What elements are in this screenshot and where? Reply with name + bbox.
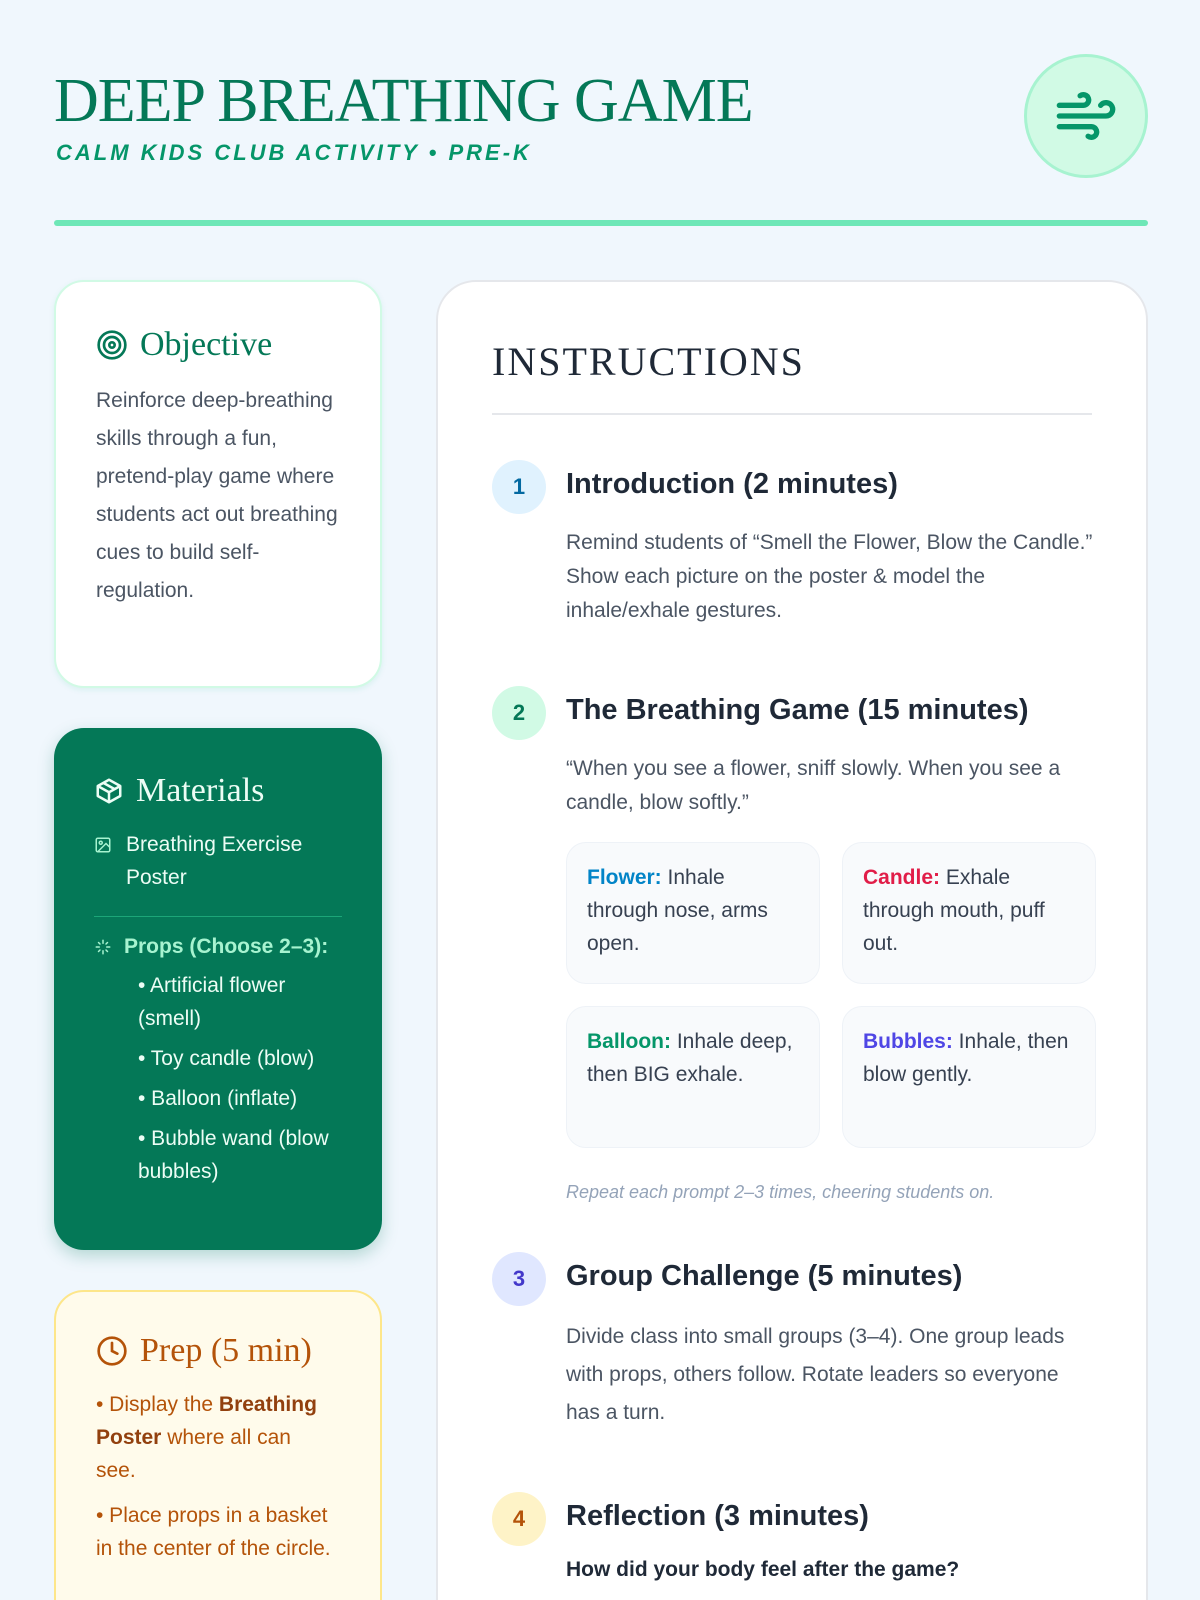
step-body: “When you see a flower, sniff slowly. When you see a candle, blow softly.” (566, 757, 1061, 814)
list-item: • Bubble wand (blow bubbles) (138, 1127, 329, 1183)
step-body: Divide class into small groups (3–4). One group leads with props, others follow. Rotate leaders so everyone has a turn. (566, 1325, 1065, 1424)
prep-item-1-text: • Display the (96, 1393, 219, 1416)
page-subtitle: CALM KIDS CLUB ACTIVITY • PRE-K (56, 140, 532, 165)
materials-divider (94, 916, 342, 917)
sparkles-icon (94, 938, 112, 956)
prep-item-1 (96, 1388, 336, 1487)
props-list (138, 969, 342, 1188)
cue-card-balloon (566, 1006, 820, 1148)
cue-text: Inhale deep, then BIG exhale. (587, 1030, 793, 1086)
cue-card-flower (566, 842, 820, 984)
cue-text: Inhale through nose, arms open. (587, 866, 768, 955)
cue-label: Candle: (863, 866, 941, 889)
step-number: 4 (492, 1492, 546, 1546)
cue-card-bubbles (842, 1006, 1096, 1148)
prep-item-1-bold: Breathing Poster (96, 1393, 317, 1449)
step-3 (492, 1252, 1096, 1452)
step-number: 1 (492, 460, 546, 514)
cue-text: Inhale, then blow gently. (863, 1030, 1069, 1086)
step-1 (492, 460, 1096, 640)
step-4 (492, 1492, 1096, 1600)
image-icon (94, 836, 112, 854)
step-number: 3 (492, 1252, 546, 1306)
step-title: Reflection (3 minutes) (566, 1500, 869, 1532)
cue-label: Flower: (587, 866, 662, 889)
step-note: Repeat each prompt 2–3 times, cheering students on. (566, 1182, 995, 1202)
prep-heading: Prep (5 min) (140, 1332, 312, 1369)
clock-icon (96, 1335, 128, 1367)
objective-card (54, 280, 382, 688)
prep-card (54, 1290, 382, 1600)
cue-grid (566, 842, 1096, 1148)
package-icon (94, 776, 124, 806)
prep-item-2: • Place props in a basket in the center of the circle. (96, 1504, 331, 1560)
step-title: Introduction (2 minutes) (566, 468, 898, 500)
step-number: 2 (492, 686, 546, 740)
target-icon (96, 329, 128, 361)
cue-label: Balloon: (587, 1030, 671, 1053)
props-heading: Props (Choose 2–3): (124, 935, 329, 958)
step-title: The Breathing Game (15 minutes) (566, 694, 1029, 726)
step-2 (492, 686, 1096, 1226)
list-item: • Balloon (inflate) (138, 1087, 298, 1110)
poster-label: Breathing Exercise Poster (126, 833, 303, 889)
objective-text: Reinforce deep-breathing skills through a fun, pretend-play game where students act out breathing cues to build self-regulation. (96, 389, 338, 602)
materials-heading: Materials (136, 772, 265, 809)
page-header (54, 60, 1148, 180)
header-divider (54, 220, 1148, 226)
cue-label: Bubbles: (863, 1030, 953, 1053)
wind-icon (1054, 84, 1118, 148)
materials-poster-item (94, 828, 342, 894)
objective-heading: Objective (140, 326, 273, 363)
step-body: Remind students of “Smell the Flower, Blow the Candle.” Show each picture on the poster & model the inhale/exhale gestures. (566, 531, 1093, 622)
list-item: • Artificial flower (smell) (138, 974, 286, 1030)
step-title: Group Challenge (5 minutes) (566, 1260, 963, 1292)
prep-item-1-tail: where all can see. (96, 1426, 291, 1482)
instructions-heading: INSTRUCTIONS (492, 338, 1092, 415)
cue-text: Exhale through mouth, puff out. (863, 866, 1045, 955)
logo-badge (1024, 54, 1148, 178)
list-item: • Toy candle (blow) (138, 1047, 315, 1070)
page-title: DEEP BREATHING GAME (54, 67, 753, 135)
reflection-question: How did your body feel after the game? (566, 1558, 960, 1581)
cue-card-candle (842, 842, 1096, 984)
instructions-card (436, 280, 1148, 1600)
materials-card (54, 728, 382, 1250)
